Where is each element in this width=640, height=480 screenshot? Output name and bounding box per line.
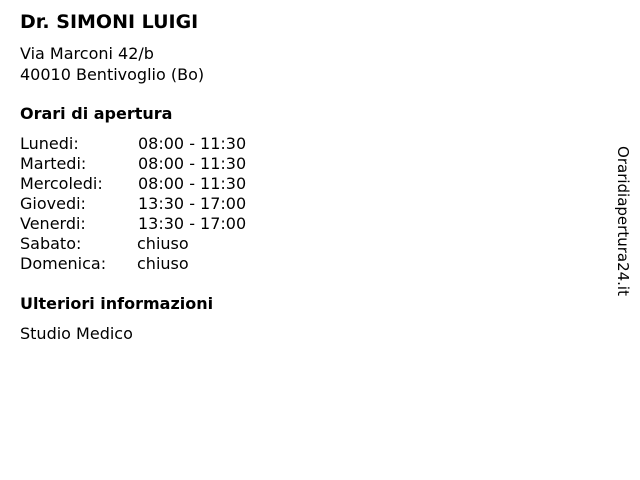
time-value: chiuso — [137, 234, 189, 253]
address-block — [20, 43, 204, 85]
time-value: 08:00 - 11:30 — [138, 134, 247, 153]
time-value: 13:30 - 17:00 — [138, 194, 247, 213]
day-label: Giovedi: — [20, 194, 86, 213]
day-label: Mercoledi: — [20, 174, 103, 193]
time-value: 08:00 - 11:30 — [138, 174, 247, 193]
day-label: Martedi: — [20, 154, 87, 173]
time-value: 13:30 - 17:00 — [138, 214, 247, 233]
watermark-text: Oraridiapertura24.it — [614, 146, 632, 296]
business-name: Dr. SIMONI LUIGI — [20, 11, 199, 33]
additional-info-text: Studio Medico — [20, 324, 133, 343]
day-label: Domenica: — [20, 254, 107, 273]
day-label: Sabato: — [20, 234, 82, 253]
site-watermark — [612, 132, 636, 310]
time-value: 08:00 - 11:30 — [138, 154, 247, 173]
opening-hours-heading: Orari di apertura — [20, 104, 173, 123]
address-street: Via Marconi 42/b — [20, 44, 154, 63]
time-value: chiuso — [137, 254, 189, 273]
day-label: Lunedi: — [20, 134, 79, 153]
address-city: 40010 Bentivoglio (Bo) — [20, 65, 205, 84]
additional-info-heading: Ulteriori informazioni — [20, 294, 214, 313]
day-label: Venerdi: — [20, 214, 86, 233]
